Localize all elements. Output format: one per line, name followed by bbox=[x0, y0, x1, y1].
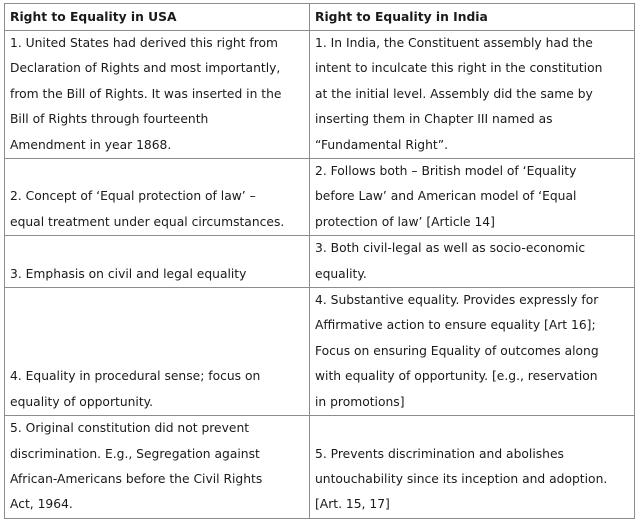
cell-usa bbox=[5, 416, 310, 519]
cell-india-text: 5. Prevents discrimination and abolishes untouchability since its inception and adoption. [Art. 15, 17] bbox=[315, 446, 608, 512]
cell-usa bbox=[5, 288, 310, 416]
cell-india-text: 3. Both civil-legal as well as socio-economic equality. bbox=[315, 241, 586, 281]
header-india: Right to Equality in India bbox=[310, 4, 635, 31]
cell-india bbox=[310, 159, 635, 236]
cell-india bbox=[310, 416, 635, 519]
cell-india bbox=[310, 31, 635, 159]
cell-india bbox=[310, 288, 635, 416]
header-row bbox=[5, 4, 635, 31]
table-row bbox=[5, 159, 635, 236]
cell-usa-text: 1. United States had derived this right from Declaration of Rights and most importantly, from the Bill of Rights. It was inserted in the Bill of Rights through fourteenth Amendment in year 1868. bbox=[10, 36, 282, 152]
cell-usa-text: 3. Emphasis on civil and legal equality bbox=[10, 266, 247, 281]
cell-usa-text: 5. Original constitution did not prevent discrimination. E.g., Segregation against African-Americans before the Civil Rights Act, 1964. bbox=[10, 421, 263, 512]
header-usa: Right to Equality in USA bbox=[5, 4, 310, 31]
cell-india bbox=[310, 236, 635, 288]
cell-usa-text: 2. Concept of ‘Equal protection of law’ – equal treatment under equal circumstances. bbox=[10, 189, 285, 229]
cell-usa bbox=[5, 31, 310, 159]
table-row bbox=[5, 31, 635, 159]
cell-india-text: 1. In India, the Constituent assembly had the intent to inculcate this right in the constitution at the initial level. Assembly did the same by inserting them in Chapter III named as “Fundamental Right”. bbox=[315, 36, 603, 152]
cell-usa bbox=[5, 159, 310, 236]
cell-usa-text: 4. Equality in procedural sense; focus on equality of opportunity. bbox=[10, 369, 261, 409]
comparison-table bbox=[4, 3, 635, 519]
table-row bbox=[5, 288, 635, 416]
cell-usa bbox=[5, 236, 310, 288]
table-row bbox=[5, 416, 635, 519]
table-row bbox=[5, 236, 635, 288]
cell-india-text: 4. Substantive equality. Provides expressly for Affirmative action to ensure equality [Art 16]; Focus on ensuring Equality of outcomes along with equality of opportunity. [e.g., reservation in promotions] bbox=[315, 293, 599, 409]
cell-india-text: 2. Follows both – British model of ‘Equality before Law’ and American model of ‘Equal protection of law’ [Article 14] bbox=[315, 164, 577, 229]
